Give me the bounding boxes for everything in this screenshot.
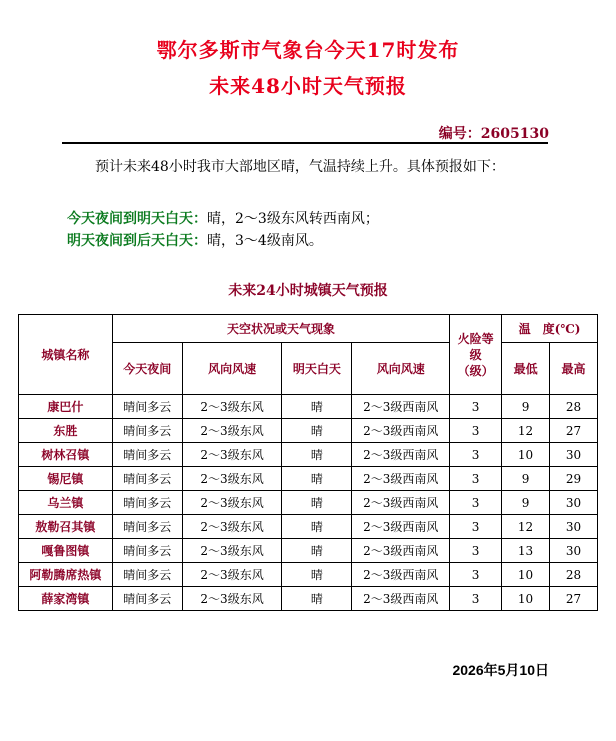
cell-tomorrow: 晴 xyxy=(282,395,352,419)
cell-wind1: 2～3级东风 xyxy=(182,491,282,515)
cell-wind2: 2～3级西南风 xyxy=(352,563,450,587)
table-row xyxy=(19,563,598,587)
forecast-label: 明天夜间到后天白天： xyxy=(67,233,207,249)
cell-city: 阿勒腾席热镇 xyxy=(19,563,113,587)
cell-low: 13 xyxy=(502,539,550,563)
cell-tonight: 晴间多云 xyxy=(112,443,182,467)
cell-tomorrow: 晴 xyxy=(282,563,352,587)
forecast-text: 晴，3～4级南风。 xyxy=(207,233,323,249)
cell-fire: 3 xyxy=(450,395,502,419)
cell-tomorrow: 晴 xyxy=(282,515,352,539)
cell-city: 树林召镇 xyxy=(19,443,113,467)
title-line-1: 鄂尔多斯市气象台今天17时发布 xyxy=(156,38,460,62)
col-wind-2: 风向风速 xyxy=(352,343,450,395)
cell-tonight: 晴间多云 xyxy=(112,419,182,443)
col-high: 最高 xyxy=(550,343,598,395)
cell-wind1: 2～3级东风 xyxy=(182,515,282,539)
cell-tomorrow: 晴 xyxy=(282,491,352,515)
cell-wind1: 2～3级东风 xyxy=(182,563,282,587)
table-row xyxy=(19,491,598,515)
cell-fire: 3 xyxy=(450,515,502,539)
cell-city: 康巴什 xyxy=(19,395,113,419)
cell-tonight: 晴间多云 xyxy=(112,587,182,611)
cell-wind2: 2～3级西南风 xyxy=(352,515,450,539)
cell-tomorrow: 晴 xyxy=(282,419,352,443)
cell-low: 12 xyxy=(502,515,550,539)
cell-wind1: 2～3级东风 xyxy=(182,443,282,467)
cell-city: 乌兰镇 xyxy=(19,491,113,515)
forecast-table xyxy=(18,314,598,611)
cell-low: 10 xyxy=(502,587,550,611)
table-title: 未来24小时城镇天气预报 xyxy=(228,283,388,299)
col-temperature-group: 温 度(℃) xyxy=(502,315,598,343)
cell-low: 10 xyxy=(502,563,550,587)
col-tonight: 今天夜间 xyxy=(112,343,182,395)
cell-wind2: 2～3级西南风 xyxy=(352,539,450,563)
cell-high: 28 xyxy=(550,395,598,419)
col-wind-1: 风向风速 xyxy=(182,343,282,395)
cell-fire: 3 xyxy=(450,491,502,515)
table-row xyxy=(19,539,598,563)
col-city: 城镇名称 xyxy=(19,315,113,395)
forecast-line-2 xyxy=(67,230,323,250)
cell-tonight: 晴间多云 xyxy=(112,539,182,563)
cell-city: 敖勒召其镇 xyxy=(19,515,113,539)
cell-wind2: 2～3级西南风 xyxy=(352,419,450,443)
cell-fire: 3 xyxy=(450,539,502,563)
serial-number: 编号：2605130 xyxy=(438,126,549,142)
cell-fire: 3 xyxy=(450,443,502,467)
cell-city: 嘎鲁图镇 xyxy=(19,539,113,563)
cell-tonight: 晴间多云 xyxy=(112,395,182,419)
forecast-label: 今天夜间到明天白天： xyxy=(67,211,207,227)
cell-fire: 3 xyxy=(450,587,502,611)
cell-city: 锡尼镇 xyxy=(19,467,113,491)
cell-low: 10 xyxy=(502,443,550,467)
table-row xyxy=(19,515,598,539)
cell-tonight: 晴间多云 xyxy=(112,467,182,491)
cell-wind1: 2～3级东风 xyxy=(182,587,282,611)
col-fire-level: 火险等级（级） xyxy=(450,315,502,395)
table-row xyxy=(19,395,598,419)
col-weather-group: 天空状况或天气现象 xyxy=(112,315,449,343)
forecast-line-1 xyxy=(67,208,379,228)
cell-high: 27 xyxy=(550,587,598,611)
cell-high: 30 xyxy=(550,515,598,539)
col-tomorrow: 明天白天 xyxy=(282,343,352,395)
cell-fire: 3 xyxy=(450,563,502,587)
cell-fire: 3 xyxy=(450,467,502,491)
forecast-text: 晴，2～3级东风转西南风； xyxy=(207,211,379,227)
cell-wind1: 2～3级东风 xyxy=(182,419,282,443)
intro-paragraph: 预计未来48小时我市大部地区晴，气温持续上升。具体预报如下： xyxy=(95,159,505,175)
cell-fire: 3 xyxy=(450,419,502,443)
cell-high: 30 xyxy=(550,443,598,467)
cell-tomorrow: 晴 xyxy=(282,443,352,467)
cell-high: 27 xyxy=(550,419,598,443)
cell-tonight: 晴间多云 xyxy=(112,515,182,539)
col-low: 最低 xyxy=(502,343,550,395)
table-row xyxy=(19,587,598,611)
cell-tomorrow: 晴 xyxy=(282,539,352,563)
table-row xyxy=(19,419,598,443)
cell-low: 9 xyxy=(502,491,550,515)
cell-low: 9 xyxy=(502,395,550,419)
cell-tonight: 晴间多云 xyxy=(112,563,182,587)
cell-wind2: 2～3级西南风 xyxy=(352,467,450,491)
table-row xyxy=(19,443,598,467)
cell-low: 9 xyxy=(502,467,550,491)
divider xyxy=(62,142,548,144)
cell-wind2: 2～3级西南风 xyxy=(352,587,450,611)
cell-wind2: 2～3级西南风 xyxy=(352,491,450,515)
cell-high: 28 xyxy=(550,563,598,587)
cell-wind1: 2～3级东风 xyxy=(182,395,282,419)
cell-high: 30 xyxy=(550,539,598,563)
cell-wind1: 2～3级东风 xyxy=(182,467,282,491)
cell-city: 东胜 xyxy=(19,419,113,443)
cell-city: 薛家湾镇 xyxy=(19,587,113,611)
cell-high: 30 xyxy=(550,491,598,515)
issue-date: 2026年5月10日 xyxy=(452,662,549,678)
cell-high: 29 xyxy=(550,467,598,491)
table-row xyxy=(19,467,598,491)
cell-tonight: 晴间多云 xyxy=(112,491,182,515)
cell-wind1: 2～3级东风 xyxy=(182,539,282,563)
cell-wind2: 2～3级西南风 xyxy=(352,443,450,467)
title-line-2: 未来48小时天气预报 xyxy=(209,74,407,98)
cell-wind2: 2～3级西南风 xyxy=(352,395,450,419)
cell-tomorrow: 晴 xyxy=(282,587,352,611)
cell-tomorrow: 晴 xyxy=(282,467,352,491)
cell-low: 12 xyxy=(502,419,550,443)
